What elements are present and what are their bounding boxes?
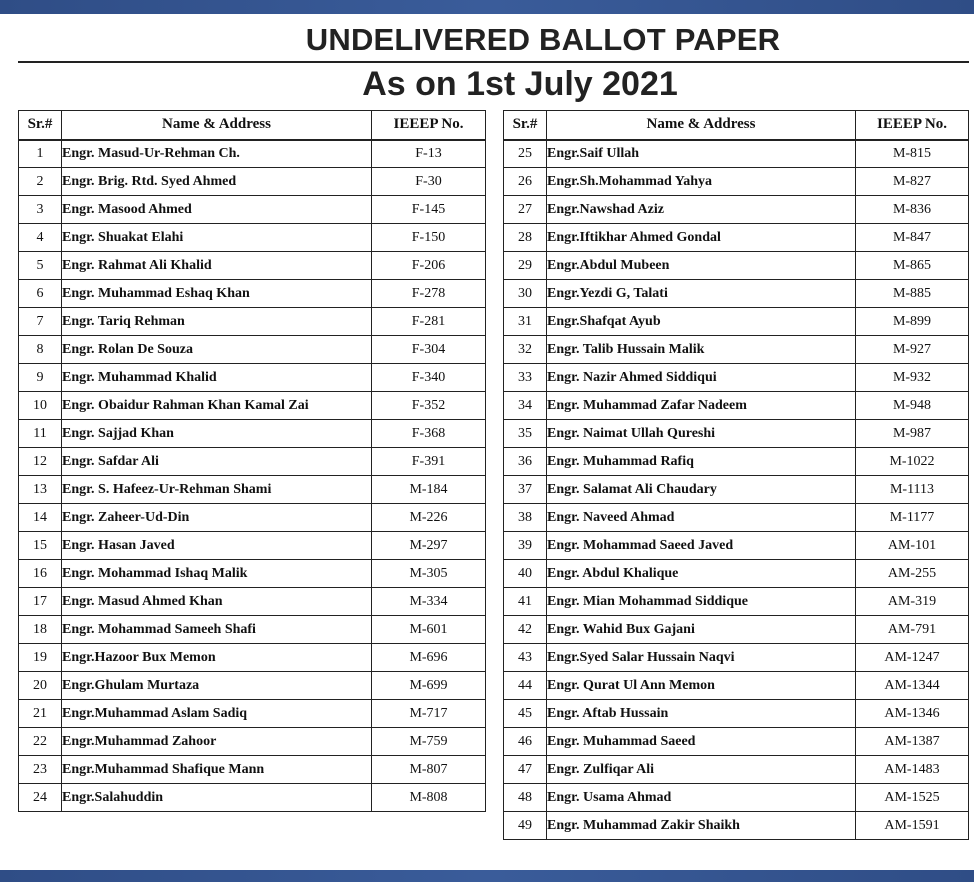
header-ieeep-no: IEEEP No. bbox=[372, 111, 486, 140]
cell-sr: 43 bbox=[504, 644, 547, 672]
cell-ieeep-no: AM-319 bbox=[856, 588, 969, 616]
cell-name: Engr.Muhammad Aslam Sadiq bbox=[62, 700, 372, 728]
cell-sr: 14 bbox=[19, 504, 62, 532]
cell-sr: 27 bbox=[504, 196, 547, 224]
table-row bbox=[19, 168, 486, 196]
cell-sr: 19 bbox=[19, 644, 62, 672]
cell-ieeep-no: M-1113 bbox=[856, 476, 969, 504]
cell-sr: 15 bbox=[19, 532, 62, 560]
table-row bbox=[504, 392, 969, 420]
cell-sr: 40 bbox=[504, 560, 547, 588]
cell-sr: 39 bbox=[504, 532, 547, 560]
cell-sr: 49 bbox=[504, 812, 547, 840]
cell-ieeep-no: AM-255 bbox=[856, 560, 969, 588]
cell-name: Engr.Sh.Mohammad Yahya bbox=[547, 168, 856, 196]
table-row bbox=[19, 392, 486, 420]
cell-sr: 31 bbox=[504, 308, 547, 336]
cell-name: Engr.Yezdi G, Talati bbox=[547, 280, 856, 308]
cell-ieeep-no: M-885 bbox=[856, 280, 969, 308]
cell-name: Engr. Mohammad Saeed Javed bbox=[547, 532, 856, 560]
cell-sr: 23 bbox=[19, 756, 62, 784]
cell-sr: 45 bbox=[504, 700, 547, 728]
cell-ieeep-no: M-759 bbox=[372, 728, 486, 756]
table-row bbox=[504, 336, 969, 364]
cell-name: Engr. Naveed Ahmad bbox=[547, 504, 856, 532]
cell-ieeep-no: M-717 bbox=[372, 700, 486, 728]
cell-ieeep-no: M-927 bbox=[856, 336, 969, 364]
cell-sr: 34 bbox=[504, 392, 547, 420]
table-row bbox=[504, 728, 969, 756]
table-row bbox=[504, 224, 969, 252]
table-row bbox=[504, 308, 969, 336]
title-divider bbox=[18, 61, 969, 63]
cell-name: Engr. Muhammad Khalid bbox=[62, 364, 372, 392]
table-row bbox=[504, 140, 969, 168]
cell-name: Engr.Shafqat Ayub bbox=[547, 308, 856, 336]
top-banner-band bbox=[0, 0, 974, 14]
cell-ieeep-no: AM-1525 bbox=[856, 784, 969, 812]
cell-name: Engr. Zaheer-Ud-Din bbox=[62, 504, 372, 532]
cell-sr: 13 bbox=[19, 476, 62, 504]
table-row bbox=[19, 588, 486, 616]
cell-name: Engr.Salahuddin bbox=[62, 784, 372, 812]
cell-ieeep-no: AM-1344 bbox=[856, 672, 969, 700]
cell-name: Engr. S. Hafeez-Ur-Rehman Shami bbox=[62, 476, 372, 504]
cell-ieeep-no: F-145 bbox=[372, 196, 486, 224]
header-name-address: Name & Address bbox=[547, 111, 856, 140]
table-row bbox=[504, 504, 969, 532]
cell-sr: 35 bbox=[504, 420, 547, 448]
cell-ieeep-no: F-150 bbox=[372, 224, 486, 252]
cell-sr: 3 bbox=[19, 196, 62, 224]
cell-name: Engr. Brig. Rtd. Syed Ahmed bbox=[62, 168, 372, 196]
table-row bbox=[504, 560, 969, 588]
cell-name: Engr.Hazoor Bux Memon bbox=[62, 644, 372, 672]
cell-sr: 2 bbox=[19, 168, 62, 196]
table-row bbox=[19, 224, 486, 252]
table-row bbox=[19, 644, 486, 672]
cell-ieeep-no: M-899 bbox=[856, 308, 969, 336]
cell-name: Engr. Muhammad Zakir Shaikh bbox=[547, 812, 856, 840]
cell-ieeep-no: M-601 bbox=[372, 616, 486, 644]
cell-ieeep-no: F-304 bbox=[372, 336, 486, 364]
table-row bbox=[504, 700, 969, 728]
table-row bbox=[504, 420, 969, 448]
cell-sr: 38 bbox=[504, 504, 547, 532]
cell-name: Engr. Masud-Ur-Rehman Ch. bbox=[62, 140, 372, 168]
document-title: UNDELIVERED BALLOT PAPER bbox=[305, 22, 781, 57]
cell-ieeep-no: AM-101 bbox=[856, 532, 969, 560]
table-row bbox=[19, 364, 486, 392]
cell-name: Engr. Hasan Javed bbox=[62, 532, 372, 560]
cell-ieeep-no: AM-1591 bbox=[856, 812, 969, 840]
table-row bbox=[19, 532, 486, 560]
table-row bbox=[19, 196, 486, 224]
table-row bbox=[504, 168, 969, 196]
cell-name: Engr. Sajjad Khan bbox=[62, 420, 372, 448]
cell-name: Engr. Safdar Ali bbox=[62, 448, 372, 476]
cell-name: Engr. Aftab Hussain bbox=[547, 700, 856, 728]
table-row bbox=[19, 476, 486, 504]
table-row bbox=[19, 616, 486, 644]
cell-name: Engr. Abdul Khalique bbox=[547, 560, 856, 588]
cell-name: Engr.Muhammad Zahoor bbox=[62, 728, 372, 756]
table-row bbox=[504, 448, 969, 476]
cell-sr: 21 bbox=[19, 700, 62, 728]
table-row bbox=[19, 756, 486, 784]
cell-ieeep-no: AM-1483 bbox=[856, 756, 969, 784]
cell-name: Engr. Qurat Ul Ann Memon bbox=[547, 672, 856, 700]
ballot-table-right bbox=[503, 110, 969, 840]
table-row bbox=[19, 336, 486, 364]
ballot-table-left bbox=[18, 110, 486, 812]
table-row bbox=[19, 504, 486, 532]
cell-sr: 24 bbox=[19, 784, 62, 812]
table-row bbox=[19, 280, 486, 308]
table-row bbox=[19, 784, 486, 812]
cell-name: Engr. Naimat Ullah Qureshi bbox=[547, 420, 856, 448]
cell-ieeep-no: M-1177 bbox=[856, 504, 969, 532]
table-row bbox=[504, 616, 969, 644]
cell-name: Engr. Usama Ahmad bbox=[547, 784, 856, 812]
cell-ieeep-no: M-865 bbox=[856, 252, 969, 280]
cell-name: Engr. Tariq Rehman bbox=[62, 308, 372, 336]
cell-ieeep-no: M-696 bbox=[372, 644, 486, 672]
table-row bbox=[19, 560, 486, 588]
cell-ieeep-no: AM-1346 bbox=[856, 700, 969, 728]
header-sr: Sr.# bbox=[19, 111, 62, 140]
cell-sr: 29 bbox=[504, 252, 547, 280]
cell-ieeep-no: M-808 bbox=[372, 784, 486, 812]
cell-ieeep-no: F-340 bbox=[372, 364, 486, 392]
cell-ieeep-no: M-297 bbox=[372, 532, 486, 560]
cell-sr: 41 bbox=[504, 588, 547, 616]
cell-name: Engr. Obaidur Rahman Khan Kamal Zai bbox=[62, 392, 372, 420]
cell-ieeep-no: F-13 bbox=[372, 140, 486, 168]
cell-ieeep-no: M-184 bbox=[372, 476, 486, 504]
cell-sr: 32 bbox=[504, 336, 547, 364]
cell-sr: 22 bbox=[19, 728, 62, 756]
cell-ieeep-no: F-206 bbox=[372, 252, 486, 280]
cell-name: Engr.Abdul Mubeen bbox=[547, 252, 856, 280]
table-row bbox=[504, 196, 969, 224]
cell-sr: 30 bbox=[504, 280, 547, 308]
table-row bbox=[504, 476, 969, 504]
table-body-left bbox=[19, 140, 486, 812]
cell-ieeep-no: AM-1387 bbox=[856, 728, 969, 756]
cell-sr: 37 bbox=[504, 476, 547, 504]
cell-sr: 25 bbox=[504, 140, 547, 168]
cell-ieeep-no: M-334 bbox=[372, 588, 486, 616]
cell-ieeep-no: M-815 bbox=[856, 140, 969, 168]
cell-sr: 46 bbox=[504, 728, 547, 756]
table-row bbox=[19, 252, 486, 280]
cell-ieeep-no: M-1022 bbox=[856, 448, 969, 476]
cell-ieeep-no: M-836 bbox=[856, 196, 969, 224]
cell-sr: 4 bbox=[19, 224, 62, 252]
cell-ieeep-no: AM-1247 bbox=[856, 644, 969, 672]
cell-sr: 5 bbox=[19, 252, 62, 280]
table-row bbox=[504, 280, 969, 308]
cell-ieeep-no: M-699 bbox=[372, 672, 486, 700]
cell-sr: 10 bbox=[19, 392, 62, 420]
cell-sr: 44 bbox=[504, 672, 547, 700]
cell-name: Engr. Masud Ahmed Khan bbox=[62, 588, 372, 616]
cell-name: Engr. Salamat Ali Chaudary bbox=[547, 476, 856, 504]
table-row bbox=[504, 364, 969, 392]
table-header-row bbox=[504, 111, 969, 140]
table-row bbox=[504, 812, 969, 840]
cell-sr: 11 bbox=[19, 420, 62, 448]
cell-sr: 8 bbox=[19, 336, 62, 364]
cell-sr: 9 bbox=[19, 364, 62, 392]
cell-sr: 17 bbox=[19, 588, 62, 616]
cell-name: Engr.Syed Salar Hussain Naqvi bbox=[547, 644, 856, 672]
cell-ieeep-no: F-30 bbox=[372, 168, 486, 196]
cell-ieeep-no: M-987 bbox=[856, 420, 969, 448]
cell-name: Engr. Mian Mohammad Siddique bbox=[547, 588, 856, 616]
cell-name: Engr. Zulfiqar Ali bbox=[547, 756, 856, 784]
table-row bbox=[504, 644, 969, 672]
table-header-row bbox=[19, 111, 486, 140]
cell-name: Engr. Muhammad Zafar Nadeem bbox=[547, 392, 856, 420]
table-row bbox=[504, 252, 969, 280]
header-sr: Sr.# bbox=[504, 111, 547, 140]
cell-ieeep-no: F-278 bbox=[372, 280, 486, 308]
cell-name: Engr. Rahmat Ali Khalid bbox=[62, 252, 372, 280]
cell-sr: 7 bbox=[19, 308, 62, 336]
cell-sr: 47 bbox=[504, 756, 547, 784]
cell-sr: 42 bbox=[504, 616, 547, 644]
cell-ieeep-no: M-807 bbox=[372, 756, 486, 784]
table-row bbox=[19, 420, 486, 448]
cell-ieeep-no: AM-791 bbox=[856, 616, 969, 644]
cell-ieeep-no: M-948 bbox=[856, 392, 969, 420]
cell-ieeep-no: F-352 bbox=[372, 392, 486, 420]
cell-name: Engr.Muhammad Shafique Mann bbox=[62, 756, 372, 784]
cell-sr: 6 bbox=[19, 280, 62, 308]
cell-name: Engr.Saif Ullah bbox=[547, 140, 856, 168]
cell-sr: 20 bbox=[19, 672, 62, 700]
cell-name: Engr. Mohammad Sameeh Shafi bbox=[62, 616, 372, 644]
cell-name: Engr. Wahid Bux Gajani bbox=[547, 616, 856, 644]
cell-name: Engr. Muhammad Eshaq Khan bbox=[62, 280, 372, 308]
cell-ieeep-no: M-827 bbox=[856, 168, 969, 196]
cell-sr: 36 bbox=[504, 448, 547, 476]
cell-sr: 16 bbox=[19, 560, 62, 588]
cell-ieeep-no: F-391 bbox=[372, 448, 486, 476]
cell-ieeep-no: M-305 bbox=[372, 560, 486, 588]
cell-name: Engr. Muhammad Saeed bbox=[547, 728, 856, 756]
cell-ieeep-no: M-226 bbox=[372, 504, 486, 532]
cell-sr: 18 bbox=[19, 616, 62, 644]
table-row bbox=[504, 532, 969, 560]
cell-name: Engr. Muhammad Rafiq bbox=[547, 448, 856, 476]
table-row bbox=[504, 784, 969, 812]
cell-sr: 33 bbox=[504, 364, 547, 392]
document-subtitle: As on 1st July 2021 bbox=[362, 65, 678, 103]
cell-ieeep-no: M-847 bbox=[856, 224, 969, 252]
cell-name: Engr.Nawshad Aziz bbox=[547, 196, 856, 224]
cell-ieeep-no: M-932 bbox=[856, 364, 969, 392]
cell-name: Engr. Rolan De Souza bbox=[62, 336, 372, 364]
cell-sr: 12 bbox=[19, 448, 62, 476]
table-row bbox=[19, 308, 486, 336]
cell-sr: 48 bbox=[504, 784, 547, 812]
cell-sr: 28 bbox=[504, 224, 547, 252]
table-row bbox=[19, 728, 486, 756]
header-ieeep-no: IEEEP No. bbox=[856, 111, 969, 140]
table-row bbox=[19, 140, 486, 168]
cell-sr: 1 bbox=[19, 140, 62, 168]
cell-name: Engr. Talib Hussain Malik bbox=[547, 336, 856, 364]
cell-name: Engr. Masood Ahmed bbox=[62, 196, 372, 224]
table-row bbox=[19, 700, 486, 728]
table-row bbox=[19, 448, 486, 476]
cell-name: Engr. Nazir Ahmed Siddiqui bbox=[547, 364, 856, 392]
table-row bbox=[504, 756, 969, 784]
cell-name: Engr. Shuakat Elahi bbox=[62, 224, 372, 252]
bottom-banner-band bbox=[0, 870, 974, 882]
table-row bbox=[19, 672, 486, 700]
header-name-address: Name & Address bbox=[62, 111, 372, 140]
table-row bbox=[504, 588, 969, 616]
cell-ieeep-no: F-281 bbox=[372, 308, 486, 336]
cell-name: Engr. Mohammad Ishaq Malik bbox=[62, 560, 372, 588]
table-body-right bbox=[504, 140, 969, 840]
cell-name: Engr.Ghulam Murtaza bbox=[62, 672, 372, 700]
cell-name: Engr.Iftikhar Ahmed Gondal bbox=[547, 224, 856, 252]
cell-sr: 26 bbox=[504, 168, 547, 196]
table-row bbox=[504, 672, 969, 700]
cell-ieeep-no: F-368 bbox=[372, 420, 486, 448]
